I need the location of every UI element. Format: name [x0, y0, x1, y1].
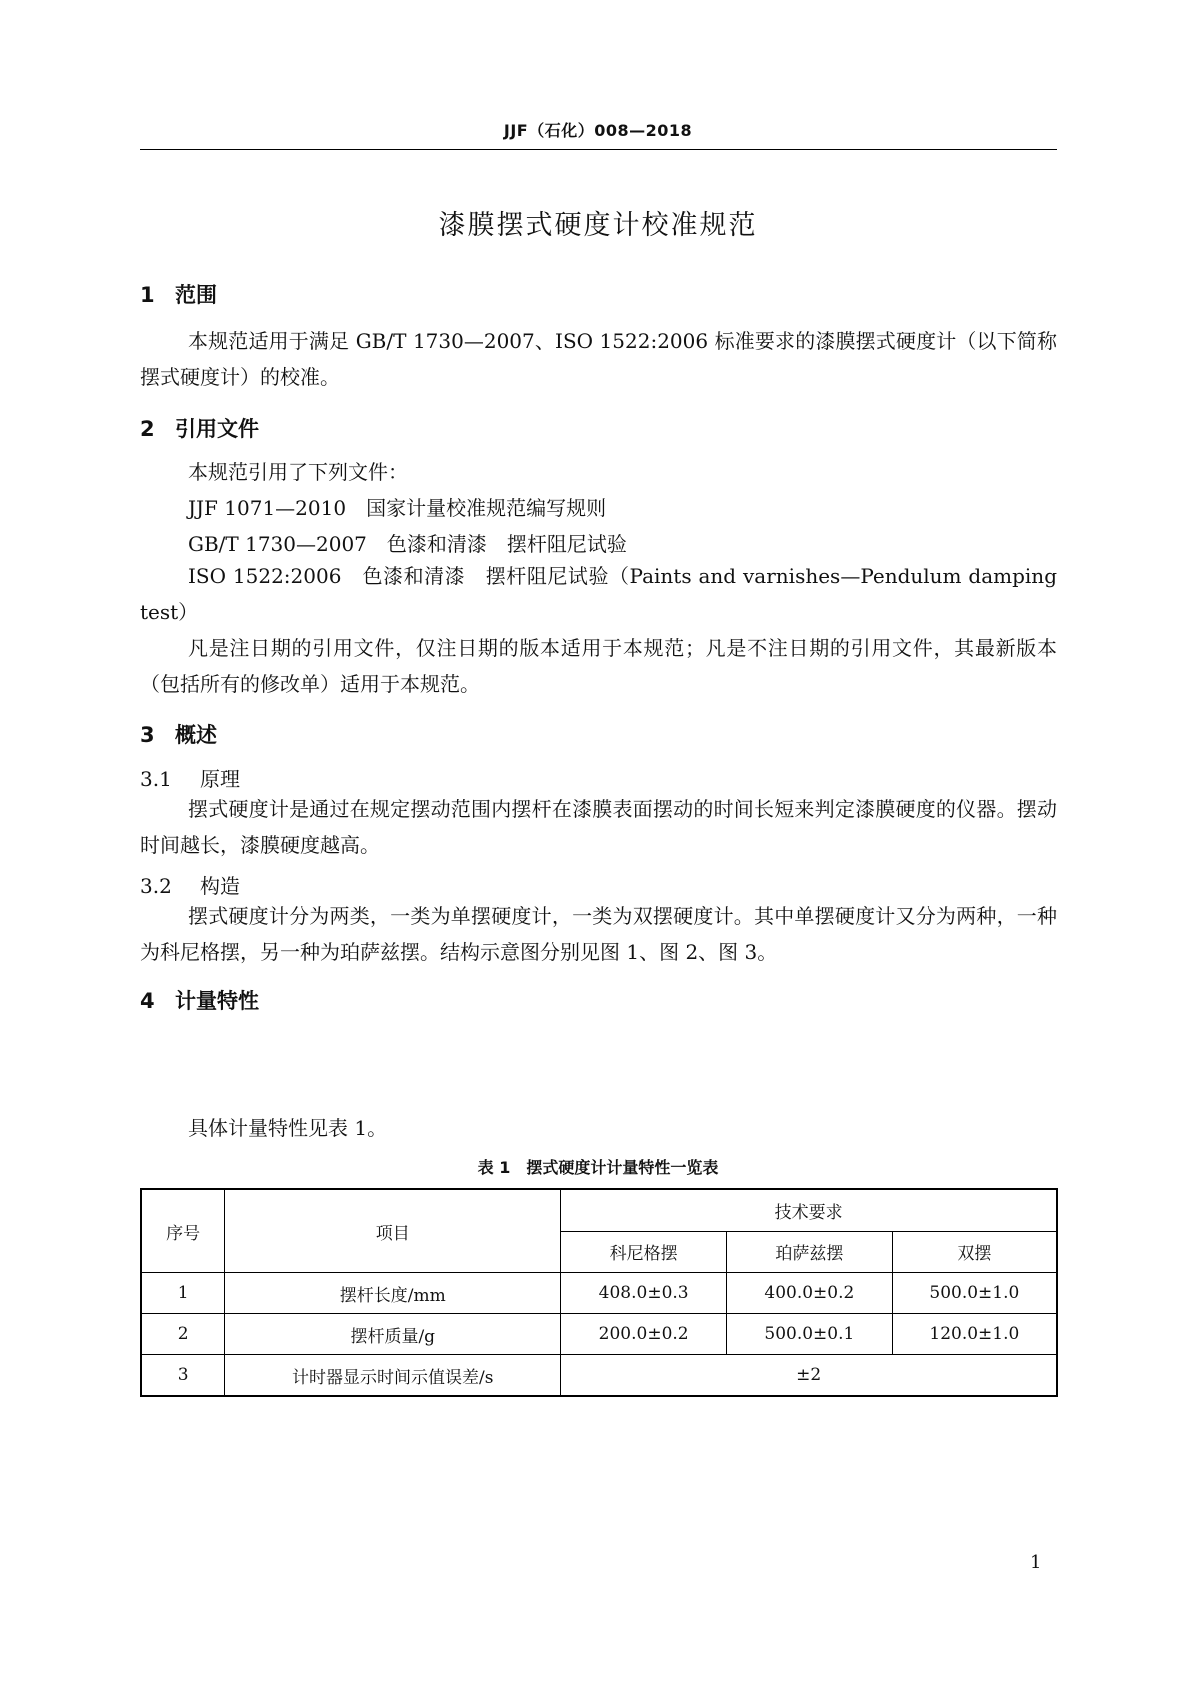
section-number: 3 — [140, 723, 155, 747]
document-code-header: JJF（石化）008—2018 — [503, 121, 693, 140]
references-intro: 本规范引用了下列文件： — [188, 460, 408, 484]
header-col-koenig: 科尼格摆 — [561, 1231, 727, 1273]
table-row — [141, 1355, 1057, 1397]
cell-value: 500.0±1.0 — [892, 1273, 1057, 1314]
subsection-title: 原理 — [200, 767, 240, 791]
metrology-paragraph: 具体计量特性见表 1。 — [188, 1116, 388, 1140]
section-title: 引用文件 — [175, 417, 259, 441]
section-2-heading — [140, 413, 259, 443]
header-col-double: 双摆 — [892, 1231, 1057, 1273]
subsection-3-1-heading — [140, 763, 240, 792]
references-note: 凡是注日期的引用文件，仅注日期的版本适用于本规范；凡是不注日期的引用文件，其最新版本（包括所有的修改单）适用于本规范。 — [140, 636, 1057, 696]
cell-item: 摆杆质量/g — [225, 1314, 561, 1355]
header-col-persoz: 珀萨兹摆 — [727, 1231, 893, 1273]
section-1-heading — [140, 279, 217, 309]
section-number: 1 — [140, 283, 155, 307]
reference-item: ISO 1522:2006 色漆和清漆 摆杆阻尼试验（Paints and varnishes—Pendulum damping test） — [140, 564, 1057, 624]
header-rule — [140, 149, 1057, 150]
reference-item: JJF 1071—2010 国家计量校准规范编写规则 — [188, 496, 607, 520]
header-item: 项目 — [225, 1189, 561, 1273]
cell-item: 计时器显示时间示值误差/s — [225, 1355, 561, 1397]
cell-value: 500.0±0.1 — [727, 1314, 893, 1355]
cell-value: 400.0±0.2 — [727, 1273, 893, 1314]
table-row — [141, 1273, 1057, 1314]
scope-paragraph: 本规范适用于满足 GB/T 1730—2007、ISO 1522:2006 标准要求的漆膜摆式硬度计（以下简称摆式硬度计）的校准。 — [140, 329, 1057, 389]
reference-item: GB/T 1730—2007 色漆和清漆 摆杆阻尼试验 — [188, 532, 627, 556]
cell-value: 120.0±1.0 — [892, 1314, 1057, 1355]
table-header-row — [141, 1189, 1057, 1231]
principle-paragraph: 摆式硬度计是通过在规定摆动范围内摆杆在漆膜表面摆动的时间长短来判定漆膜硬度的仪器。摆动时间越长，漆膜硬度越高。 — [140, 797, 1057, 857]
section-4-heading — [140, 985, 259, 1015]
section-title: 范围 — [175, 283, 217, 307]
subsection-number: 3.2 — [140, 874, 172, 898]
header-tech-requirements: 技术要求 — [561, 1189, 1057, 1231]
section-number: 2 — [140, 417, 155, 441]
cell-merged-value: ±2 — [561, 1355, 1057, 1397]
cell-value: 200.0±0.2 — [561, 1314, 727, 1355]
cell-seq: 2 — [141, 1314, 225, 1355]
specification-table — [140, 1188, 1058, 1397]
cell-seq: 1 — [141, 1273, 225, 1314]
section-number: 4 — [140, 989, 155, 1013]
page-number: 1 — [1030, 1552, 1042, 1573]
header-seq: 序号 — [141, 1189, 225, 1273]
table-caption: 表 1 摆式硬度计计量特性一览表 — [477, 1158, 719, 1177]
section-title: 计量特性 — [175, 989, 259, 1013]
subsection-3-2-heading — [140, 870, 240, 899]
construction-paragraph: 摆式硬度计分为两类，一类为单摆硬度计，一类为双摆硬度计。其中单摆硬度计又分为两种，一种为科尼格摆，另一种为珀萨兹摆。结构示意图分别见图 1、图 2、图 3。 — [140, 904, 1057, 964]
subsection-number: 3.1 — [140, 767, 172, 791]
cell-item: 摆杆长度/mm — [225, 1273, 561, 1314]
document-title: 漆膜摆式硬度计校准规范 — [438, 210, 758, 241]
subsection-title: 构造 — [200, 874, 240, 898]
section-3-heading — [140, 719, 217, 749]
cell-value: 408.0±0.3 — [561, 1273, 727, 1314]
cell-seq: 3 — [141, 1355, 225, 1397]
section-title: 概述 — [175, 723, 217, 747]
table-row — [141, 1314, 1057, 1355]
